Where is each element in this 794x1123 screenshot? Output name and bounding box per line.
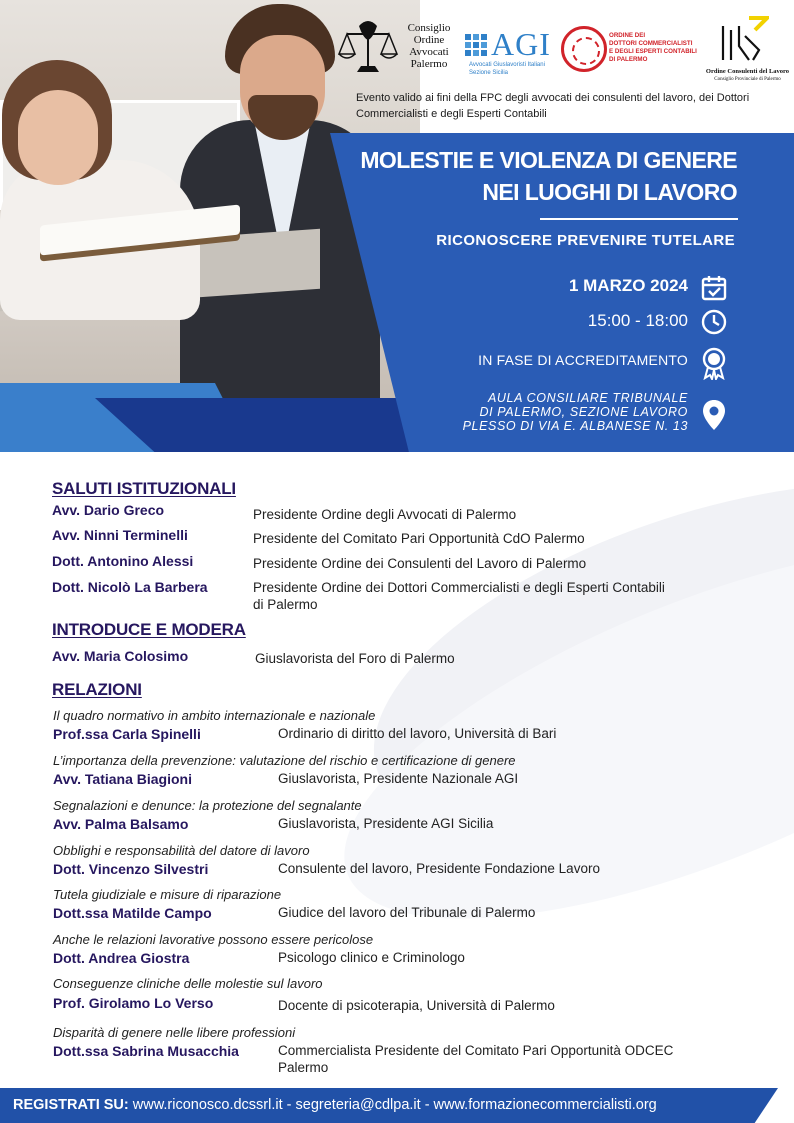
clock-icon bbox=[700, 308, 728, 336]
talk-topic: Anche le relazioni lavorative possono essere pericolose bbox=[53, 932, 374, 947]
section-introduce-modera: INTRODUCE E MODERA bbox=[52, 620, 246, 639]
seal-icon bbox=[561, 26, 607, 72]
moderator-role: Giuslavorista del Foro di Palermo bbox=[255, 651, 455, 666]
calendar-check-icon bbox=[700, 274, 728, 302]
talk-speaker-name: Prof. Girolamo Lo Verso bbox=[53, 995, 214, 1011]
talk-speaker-name: Dott. Vincenzo Silvestri bbox=[53, 861, 209, 877]
speaker-role: Presidente del Comitato Pari Opportunità CdO Palermo bbox=[253, 531, 585, 546]
speaker-name: Dott. Nicolò La Barbera bbox=[52, 579, 208, 595]
talk-topic: Conseguenze cliniche delle molestie sul lavoro bbox=[53, 976, 323, 991]
logo-consiglio-ordine-avvocati: Consiglio Ordine Avvocati Palermo bbox=[335, 12, 461, 82]
logo-ordine-consulenti-lavoro: Ordine Consulenti del Lavoro Consiglio Provinciale di Palermo bbox=[705, 12, 790, 92]
talk-speaker-name: Dott. Andrea Giostra bbox=[53, 950, 190, 966]
registration-label: REGISTRATI SU: bbox=[13, 1097, 129, 1113]
talk-speaker-role: Docente di psicoterapia, Università di Palermo bbox=[278, 998, 555, 1013]
location-pin-icon bbox=[700, 398, 728, 432]
talk-speaker-role: Giuslavorista, Presidente AGI Sicilia bbox=[278, 816, 494, 831]
talk-speaker-role: Giuslavorista, Presidente Nazionale AGI bbox=[278, 771, 519, 786]
award-badge-icon bbox=[700, 346, 728, 380]
talk-speaker-role: Giudice del lavoro del Tribunale di Palermo bbox=[278, 905, 536, 920]
talk-speaker-name: Avv. Tatiana Biagioni bbox=[53, 771, 192, 787]
speaker-role: Presidente Ordine degli Avvocati di Palermo bbox=[253, 507, 517, 522]
section-relazioni: RELAZIONI bbox=[52, 680, 142, 699]
event-venue: AULA CONSILIARE TRIBUNALE DI PALERMO, SEZIONE LAVORO PLESSO DI VIA E. ALBANESE N. 13 bbox=[462, 391, 688, 433]
speaker-role: Presidente Ordine dei Dottori Commercialisti e degli Esperti Contabili di Palermo bbox=[253, 580, 665, 612]
speaker-name: Dott. Antonino Alessi bbox=[52, 553, 194, 569]
registration-links[interactable] bbox=[13, 1097, 657, 1113]
speaker-role: Presidente Ordine dei Consulenti del Lavoro di Palermo bbox=[253, 556, 587, 571]
accreditation-status: IN FASE DI ACCREDITAMENTO bbox=[478, 352, 688, 368]
section-saluti-istituzionali: SALUTI ISTITUZIONALI bbox=[52, 479, 236, 498]
logo-agi: AGI Avvocati Giuslavoristi Italiani Sezione Sicilia bbox=[465, 26, 557, 82]
registration-urls[interactable]: www.riconosco.dcssrl.it - segreteria@cdlpa.it - www.formazionecommercialisti.org bbox=[132, 1097, 657, 1113]
talk-speaker-role: Psicologo clinico e Criminologo bbox=[278, 950, 465, 965]
event-date: 1 MARZO 2024 bbox=[568, 276, 688, 295]
talk-topic: Obblighi e responsabilità del datore di lavoro bbox=[53, 843, 310, 858]
ocl-mark-icon bbox=[719, 16, 769, 64]
scales-emblem-icon bbox=[337, 18, 399, 76]
talk-speaker-role: Ordinario di diritto del lavoro, Università di Bari bbox=[278, 726, 557, 741]
title-divider bbox=[540, 218, 738, 220]
talk-speaker-name: Avv. Palma Balsamo bbox=[53, 816, 189, 832]
speaker-name: Avv. Ninni Terminelli bbox=[52, 527, 188, 543]
talk-speaker-name: Dott.ssa Matilde Campo bbox=[53, 905, 212, 921]
talk-speaker-role: Commercialista Presidente del Comitato Pari Opportunità ODCEC Palermo bbox=[278, 1043, 674, 1075]
talk-topic: L’importanza della prevenzione: valutazione del rischio e certificazione di genere bbox=[53, 753, 516, 768]
talk-speaker-role: Consulente del lavoro, Presidente Fondazione Lavoro bbox=[278, 861, 600, 876]
talk-topic: Segnalazioni e denunce: la protezione del segnalante bbox=[53, 798, 362, 813]
speaker-name: Avv. Dario Greco bbox=[52, 502, 165, 518]
talk-speaker-name: Dott.ssa Sabrina Musacchia bbox=[53, 1043, 239, 1059]
logo-bar bbox=[335, 12, 790, 92]
event-title: MOLESTIE E VIOLENZA DI GENERE NEI LUOGHI DI LAVORO bbox=[360, 147, 737, 205]
talk-topic: Disparità di genere nelle libere professioni bbox=[53, 1025, 296, 1040]
talk-speaker-name: Prof.ssa Carla Spinelli bbox=[53, 726, 201, 742]
event-subtitle: RICONOSCERE PREVENIRE TUTELARE bbox=[436, 232, 735, 249]
fpc-notice: Evento valido ai fini della FPC degli avvocati dei consulenti del lavoro, dei Dottori Commercialisti e degli Esperti Contabili bbox=[356, 92, 750, 120]
talk-topic: Tutela giudiziale e misure di riparazione bbox=[53, 887, 282, 902]
moderator-name: Avv. Maria Colosimo bbox=[52, 648, 189, 664]
event-time: 15:00 - 18:00 bbox=[587, 311, 688, 330]
talk-topic: Il quadro normativo in ambito internazionale e nazionale bbox=[53, 708, 376, 723]
logo-odcec-palermo: ORDINE DEI DOTTORI COMMERCIALISTI E DEGLI ESPERTI CONTABILI DI PALERMO bbox=[561, 26, 711, 82]
